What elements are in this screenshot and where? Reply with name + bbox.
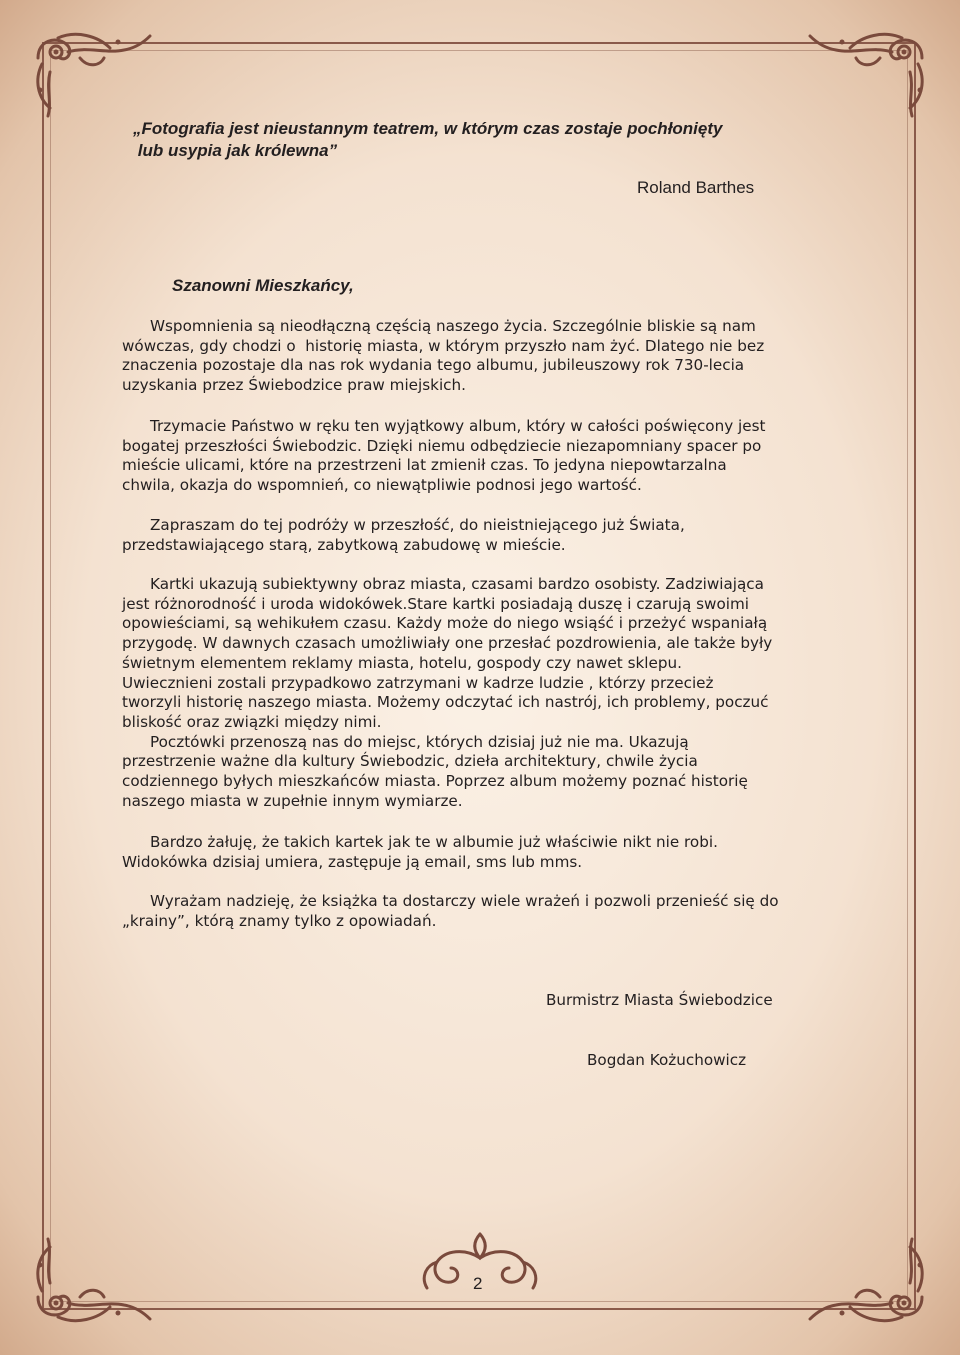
text-line: przygodę. W dawnych czasach umożliwiały one przesłać pozdrowienia, ale także były (122, 634, 773, 653)
text-line: mieście ulicami, które na przestrzeni lat zmienił czas. To jedyna niepowtarzalna (122, 456, 727, 475)
text-line: bliskość oraz związki między nimi. (122, 712, 382, 731)
paragraph (122, 892, 842, 931)
epigraph-line: lub usypia jak królewna” (133, 141, 338, 160)
paragraph (122, 417, 842, 496)
paragraph (122, 575, 842, 811)
text-line: opowieściami, są wehikułem czasu. Każdy może do niego wsiąść i przeżyć wspaniałą (122, 614, 768, 633)
paragraph (122, 833, 842, 872)
text-line: Pocztówki przenoszą nas do miejsc, których dzisiaj już nie ma. Ukazują (150, 732, 689, 751)
text-line: Widokówka dzisiaj umiera, zastępuje ją email, sms lub mms. (122, 852, 583, 871)
text-line: Kartki ukazują subiektywny obraz miasta, czasami bardzo osobisty. Zadziwiająca (150, 575, 764, 593)
text-line: uzyskania przez Świebodzice praw miejskich. (122, 376, 466, 395)
epigraph-author: Roland Barthes (637, 178, 755, 197)
signature-name: Bogdan Kożuchowicz (587, 1051, 747, 1069)
text-line: przedstawiającego starą, zabytkową zabudowę w mieście. (122, 535, 566, 554)
text-line: „krainy”, którą znamy tylko z opowiadań. (122, 911, 437, 930)
signature-title: Burmistrz Miasta Świebodzice (546, 991, 773, 1009)
bottom-scroll-ornament-icon (415, 1228, 545, 1308)
text-line: wówczas, gdy chodzi o historię miasta, w którym przyszło nam żyć. Dlatego nie bez (122, 336, 765, 355)
text-line: naszego miasta w zupełnie innym wymiarze. (122, 791, 463, 810)
text-line: Uwiecznieni zostali przypadkowo zatrzymani w kadrze ludzie , którzy przecież (122, 673, 714, 692)
text-line: chwila, okazja do wspomnień, co niewątpliwie podnosi jego wartość. (122, 476, 642, 495)
paragraph (122, 317, 842, 396)
text-line: codziennego byłych mieszkańców miasta. Poprzez album możemy poznać historię (122, 772, 748, 791)
text-line: Trzymacie Państwo w ręku ten wyjątkowy album, który w całości poświęcony jest (150, 417, 766, 435)
corner-ornament-icon (28, 1232, 158, 1327)
text-line: tworzyli historię naszego miasta. Możemy odczytać ich nastrój, ich problemy, poczuć (122, 693, 769, 712)
text-line: Zapraszam do tej podróży w przeszłość, do nieistniejącego już Świata, (150, 516, 685, 534)
page-number: 2 (473, 1274, 483, 1293)
text-line: bogatej przeszłości Świebodzic. Dzięki niemu odbędziecie niezapomniany spacer po (122, 436, 762, 455)
corner-ornament-icon (28, 28, 158, 123)
paragraph (122, 516, 842, 555)
corner-ornament-icon (802, 1232, 932, 1327)
text-line: jest różnorodność i uroda widokówek.Stare kartki posiadają duszę i czarują swoimi (122, 594, 749, 613)
salutation: Szanowni Mieszkańcy, (172, 276, 354, 295)
text-line: Wyrażam nadzieję, że książka ta dostarczy wiele wrażeń i pozwoli przenieść się do (150, 892, 779, 910)
text-line: Bardzo żałuję, że takich kartek jak te w albumie już właściwie nikt nie robi. (150, 833, 718, 851)
text-line: przestrzenie ważne dla kultury Świebodzic, dzieła architektury, chwile życia (122, 752, 698, 771)
epigraph-quote (133, 118, 722, 162)
corner-ornament-icon (802, 28, 932, 123)
epigraph-line: „Fotografia jest nieustannym teatrem, w którym czas zostaje pochłonięty (133, 119, 723, 138)
text-line: świetnym elementem reklamy miasta, hotelu, gospody czy nawet sklepu. (122, 653, 682, 672)
text-line: znaczenia pozostaje dla nas rok wydania tego albumu, jubileuszowy rok 730-lecia (122, 356, 745, 375)
text-line: Wspomnienia są nieodłączną częścią naszego życia. Szczególnie bliskie są nam (150, 317, 756, 335)
